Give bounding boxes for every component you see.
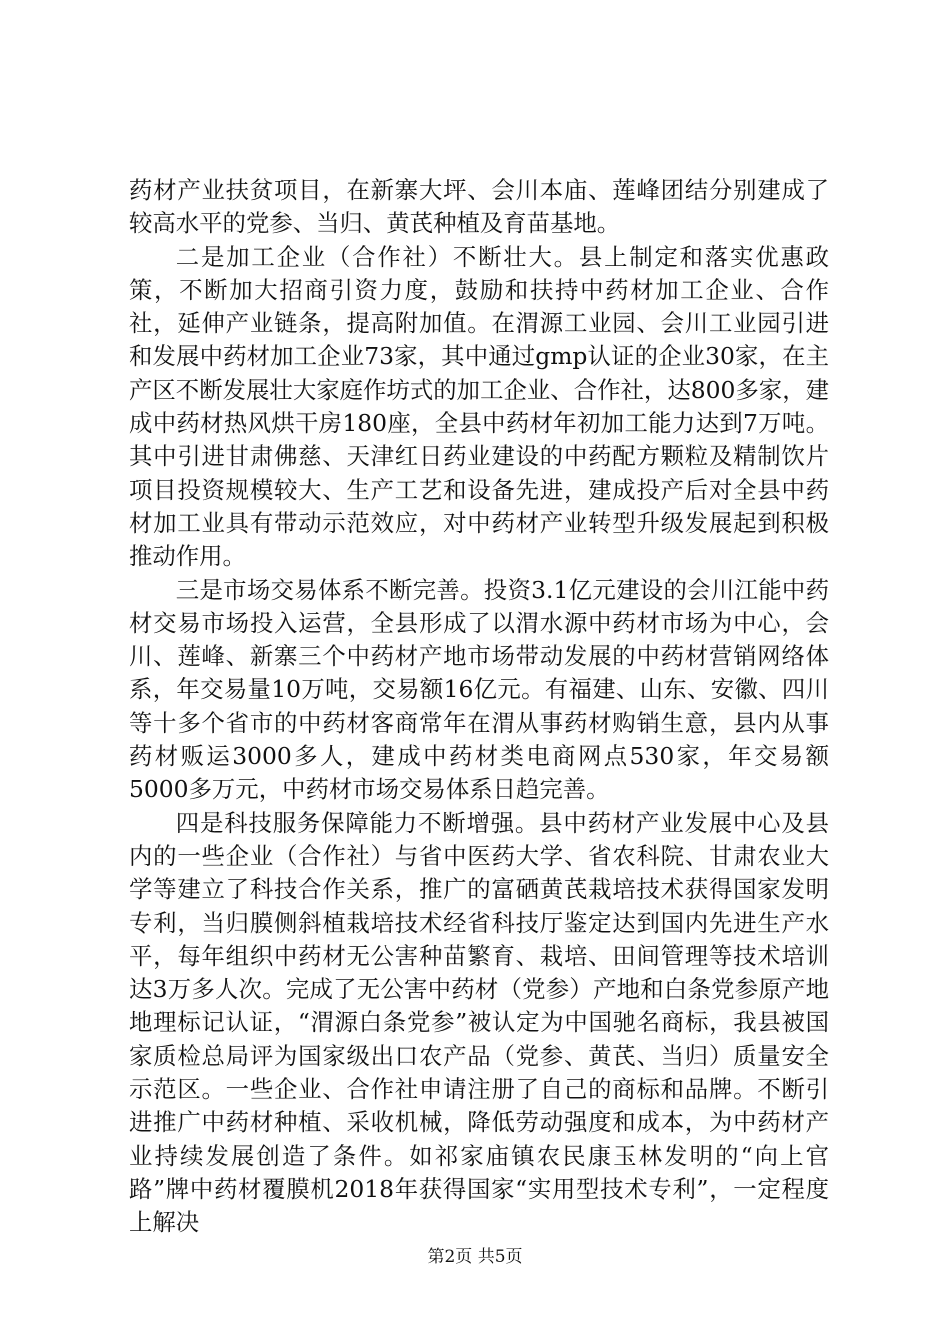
paragraph-3: 三是市场交易体系不断完善。投资3.1亿元建设的会川江能中药材交易市场投入运营，全县形成了以渭水源中药材市场为中心，会川、莲峰、新寨三个中药材产地市场带动发展的中药材营销网络体系，年交易量10万吨，交易额16亿元。有福建、山东、安徽、四川等十多个省市的中药材客商常年在渭从事药材购销生意，县内从事药材贩运3000多人，建成中药材类电商网点530家，年交易额5000多万元，中药材市场交易体系日趋完善。 bbox=[129, 575, 829, 804]
page-footer bbox=[0, 1246, 950, 1268]
document-body bbox=[129, 174, 829, 1240]
paragraph-1: 药材产业扶贫项目，在新寨大坪、会川本庙、莲峰团结分别建成了较高水平的党参、当归、黄芪种植及育苗基地。 bbox=[129, 176, 829, 238]
page-number: 第2页 共5页 bbox=[427, 1247, 523, 1267]
paragraph-4: 四是科技服务保障能力不断增强。县中药材产业发展中心及县内的一些企业（合作社）与省中医药大学、省农科院、甘肃农业大学等建立了科技合作关系，推广的富硒黄芪栽培技术获得国家发明专利，当归膜侧斜植栽培技术经省科技厅鉴定达到国内先进生产水平，每年组织中药材无公害种苗繁育、栽培、田间管理等技术培训达3万多人次。完成了无公害中药材（党参）产地和白条党参原产地地理标记认证，“渭源白条党参”被认定为中国驰名商标，我县被国家质检总局评为国家级出口农产品（党参、黄芪、当归）质量安全示范区。一些企业、合作社申请注册了自己的商标和品牌。不断引进推广中药材种植、采收机械，降低劳动强度和成本，为中药材产业持续发展创造了条件。如祁家庙镇农民康玉林发明的“向上官路”牌中药材覆膜机2018年获得国家“实用型技术专利”，一定程度上解决 bbox=[129, 808, 829, 1237]
paragraph-2: 二是加工企业（合作社）不断壮大。县上制定和落实优惠政策，不断加大招商引资力度，鼓励和扶持中药材加工企业、合作社，延伸产业链条，提高附加值。在渭源工业园、会川工业园引进和发展中药材加工企业73家，其中通过gmp认证的企业30家，在主产区不断发展壮大家庭作坊式的加工企业、合作社，达800多家，建成中药材热风烘干房180座，全县中药材年初加工能力达到7万吨。其中引进甘肃佛慈、天津红日药业建设的中药配方颗粒及精制饮片项目投资规模较大、生产工艺和设备先进，建成投产后对全县中药材加工业具有带动示范效应，对中药材产业转型升级发展起到积极推动作用。 bbox=[129, 242, 829, 571]
